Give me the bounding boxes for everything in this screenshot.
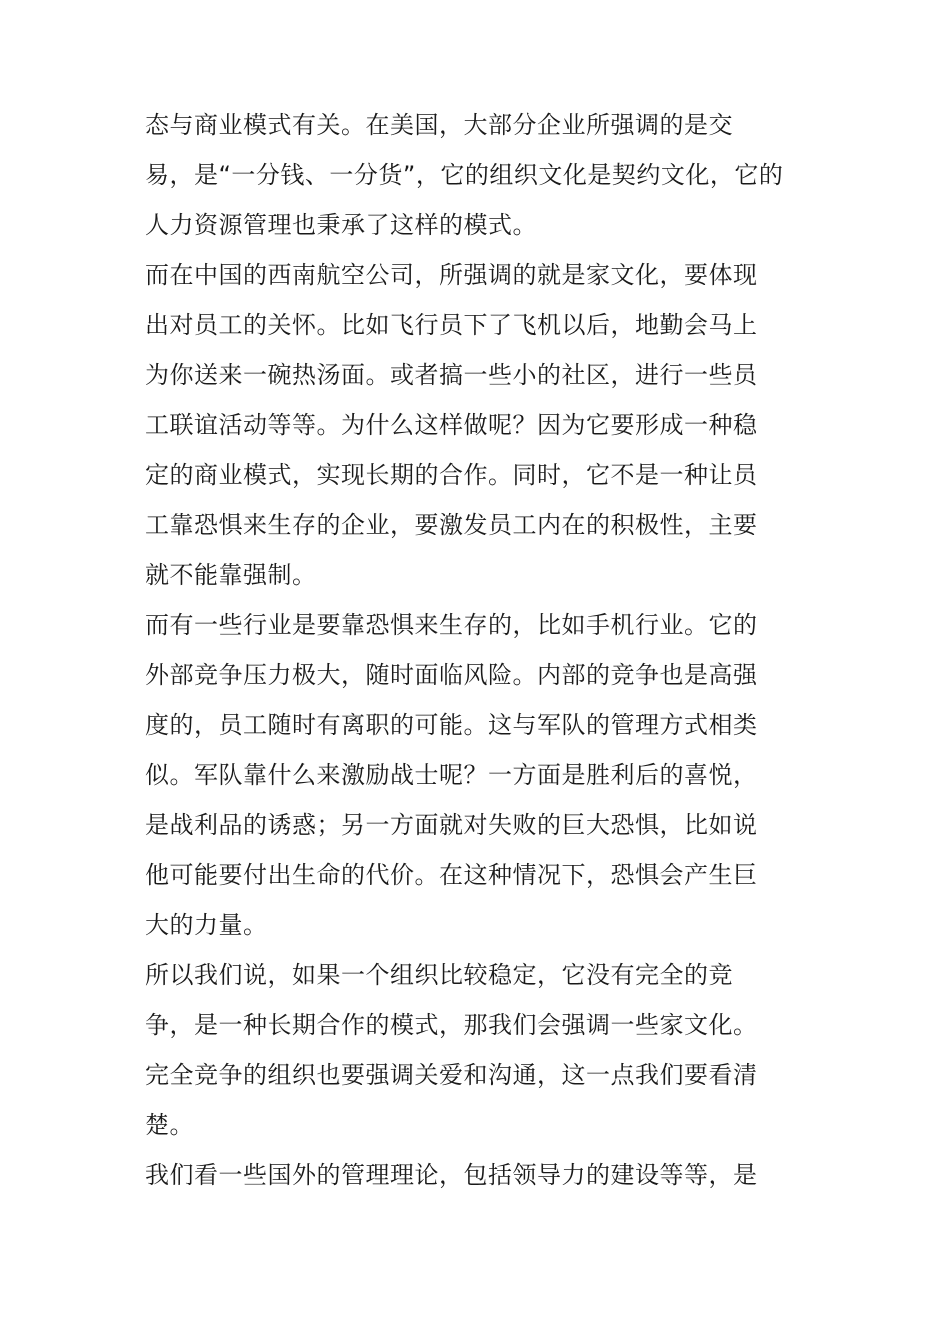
text-line: 而有一些行业是要靠恐惧来生存的，比如手机行业。它的 bbox=[145, 611, 758, 639]
text-line: 态与商业模式有关。在美国，大部分企业所强调的是交 bbox=[145, 111, 733, 139]
text-line: 度的，员工随时有离职的可能。这与军队的管理方式相类 bbox=[145, 711, 758, 739]
text-line: 外部竞争压力极大，随时面临风险。内部的竞争也是高强 bbox=[145, 661, 758, 689]
text-line: 似。军队靠什么来激励战士呢？一方面是胜利后的喜悦， bbox=[145, 761, 758, 789]
text-line: 完全竞争的组织也要强调关爱和沟通，这一点我们要看清 bbox=[145, 1061, 758, 1089]
text-line: 定的商业模式，实现长期的合作。同时，它不是一种让员 bbox=[145, 461, 758, 489]
text-line: 大的力量。 bbox=[145, 911, 268, 939]
text-line: 工联谊活动等等。为什么这样做呢？因为它要形成一种稳 bbox=[145, 411, 758, 439]
text-line: 楚。 bbox=[145, 1111, 194, 1139]
text-line: 易，是“一分钱、一分货”，它的组织文化是契约文化，它的 bbox=[145, 161, 784, 189]
text-line: 他可能要付出生命的代价。在这种情况下，恐惧会产生巨 bbox=[145, 861, 758, 889]
text-line: 是战利品的诱惑；另一方面就对失败的巨大恐惧，比如说 bbox=[145, 811, 758, 839]
text-line: 就不能靠强制。 bbox=[145, 561, 317, 589]
text-line: 我们看一些国外的管理理论，包括领导力的建设等等，是 bbox=[145, 1161, 758, 1189]
text-line: 出对员工的关怀。比如飞行员下了飞机以后，地勤会马上 bbox=[145, 311, 758, 339]
text-line: 争，是一种长期合作的模式，那我们会强调一些家文化。 bbox=[145, 1011, 758, 1039]
text-line: 而在中国的西南航空公司，所强调的就是家文化，要体现 bbox=[145, 261, 758, 289]
text-line: 所以我们说，如果一个组织比较稳定，它没有完全的竞 bbox=[145, 961, 733, 989]
text-line: 工靠恐惧来生存的企业，要激发员工内在的积极性，主要 bbox=[145, 511, 758, 539]
text-line: 人力资源管理也秉承了这样的模式。 bbox=[145, 211, 537, 239]
text-line: 为你送来一碗热汤面。或者搞一些小的社区，进行一些员 bbox=[145, 361, 758, 389]
body-text bbox=[145, 100, 805, 1200]
